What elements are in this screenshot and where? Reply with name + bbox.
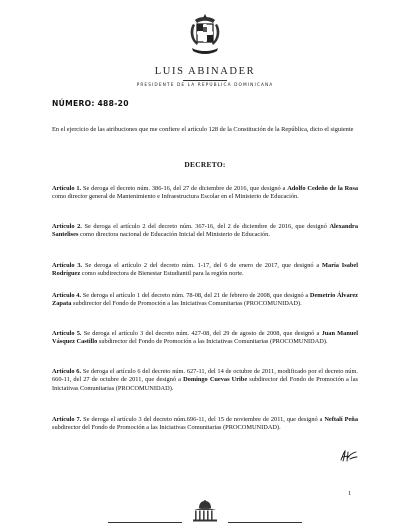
footer-rule-left <box>108 522 182 523</box>
article-text: subdirector del Fondo de Promoción a las Iniciativas Comunitarias (PROCOMUNIDAD). <box>97 338 328 346</box>
president-name-rule <box>183 80 227 81</box>
article-2 <box>52 223 358 240</box>
article-person-name: Neftalí Peña <box>324 416 358 423</box>
article-label: Artículo 6. <box>52 368 82 375</box>
president-name: LUIS ABINADER <box>154 66 256 77</box>
president-title: PRESIDENTE DE LA REPÚBLICA DOMINICANA <box>136 83 274 88</box>
article-text: como directora nacional de Educación Inicial del Ministerio de Educación. <box>78 231 270 239</box>
article-text: Se deroga el artículo 2 del decreto núm. 367-16, del 2 de diciembre de 2016, que designó <box>81 223 330 230</box>
article-text: subdirector del Fondo de Promoción a las Iniciativas Comunitarias (PROCOMUNIDAD). <box>52 376 358 392</box>
article-label: Artículo 3. <box>52 262 83 269</box>
page-number: 1 <box>348 490 352 497</box>
article-text: como subdirectora de Bienestar Estudiantil para la región norte. <box>80 270 244 278</box>
initials-signature <box>339 449 359 463</box>
article-label: Artículo 2. <box>52 223 82 230</box>
footer-rule-right <box>228 522 302 523</box>
article-3 <box>52 262 358 279</box>
article-text: subdirector del Fondo de Promoción a las Iniciativas Comunitarias (PROCOMUNIDAD). <box>52 424 281 432</box>
coat-of-arms-icon <box>183 12 227 58</box>
decree-number <box>52 99 129 108</box>
article-label: Artículo 4. <box>52 292 81 299</box>
article-7 <box>52 416 358 433</box>
article-text: Se deroga el artículo 6 del decreto núm. 627-11, del 14 de octubre de 2011, modificado por el decreto núm. 660-11, del 27 de octubre de 2011, que designó a <box>52 368 358 384</box>
article-text: Se deroga el artículo 2 del decreto núm. 1-17, del 6 de enero de 2017, que designó a <box>82 262 323 269</box>
article-label: Artículo 5. <box>52 330 82 337</box>
article-1 <box>52 185 358 202</box>
article-person-name: Juan Manuel Vásquez Castillo <box>52 330 358 346</box>
article-person-name: María Isabel Rodríguez <box>52 262 358 278</box>
article-text: Se deroga el artículo 3 del decreto núm.696-11, del 15 de noviembre de 2011, que designó a <box>81 416 325 423</box>
article-text: Se deroga el decreto núm. 386-16, del 27 de diciembre de 2016, que designó a <box>81 185 288 192</box>
article-person-name: Adolfo Cedeño de la Rosa <box>287 185 358 192</box>
decree-number-label: NÚMERO: <box>52 99 95 108</box>
article-text: subdirector del Fondo de Promoción a las Iniciativas Comunitarias (PROCOMUNIDAD). <box>71 300 302 308</box>
decree-number-value: 488-20 <box>97 99 129 108</box>
article-label: Artículo 7. <box>52 416 82 423</box>
article-text: como director general de Mantenimiento e Infraestructura Escolar en el Ministerio de Educación. <box>52 193 299 201</box>
article-6 <box>52 368 358 393</box>
article-text: Se deroga el artículo 3 del decreto núm. 427-08, del 29 de agosto de 2008, que designó a <box>81 330 322 337</box>
article-text: Se deroga el artículo 1 del decreto núm. 78-08, del 21 de febrero de 2008, que designó a <box>81 292 310 299</box>
national-palace-icon <box>191 500 219 522</box>
article-4 <box>52 292 358 309</box>
article-label: Artículo 1. <box>52 185 82 192</box>
decree-heading: DECRETO: <box>184 160 226 169</box>
preamble-text: En el ejercicio de las atribuciones que me confiere el artículo 128 de la Constitución de la República, dicto el siguiente <box>52 126 354 133</box>
article-person-name: Demetrio Álvarez Zapata <box>52 292 358 308</box>
article-5 <box>52 330 358 347</box>
article-person-name: Domingo Cuevas Uribe <box>183 376 248 384</box>
article-person-name: Alexandra Santelises <box>52 223 358 239</box>
